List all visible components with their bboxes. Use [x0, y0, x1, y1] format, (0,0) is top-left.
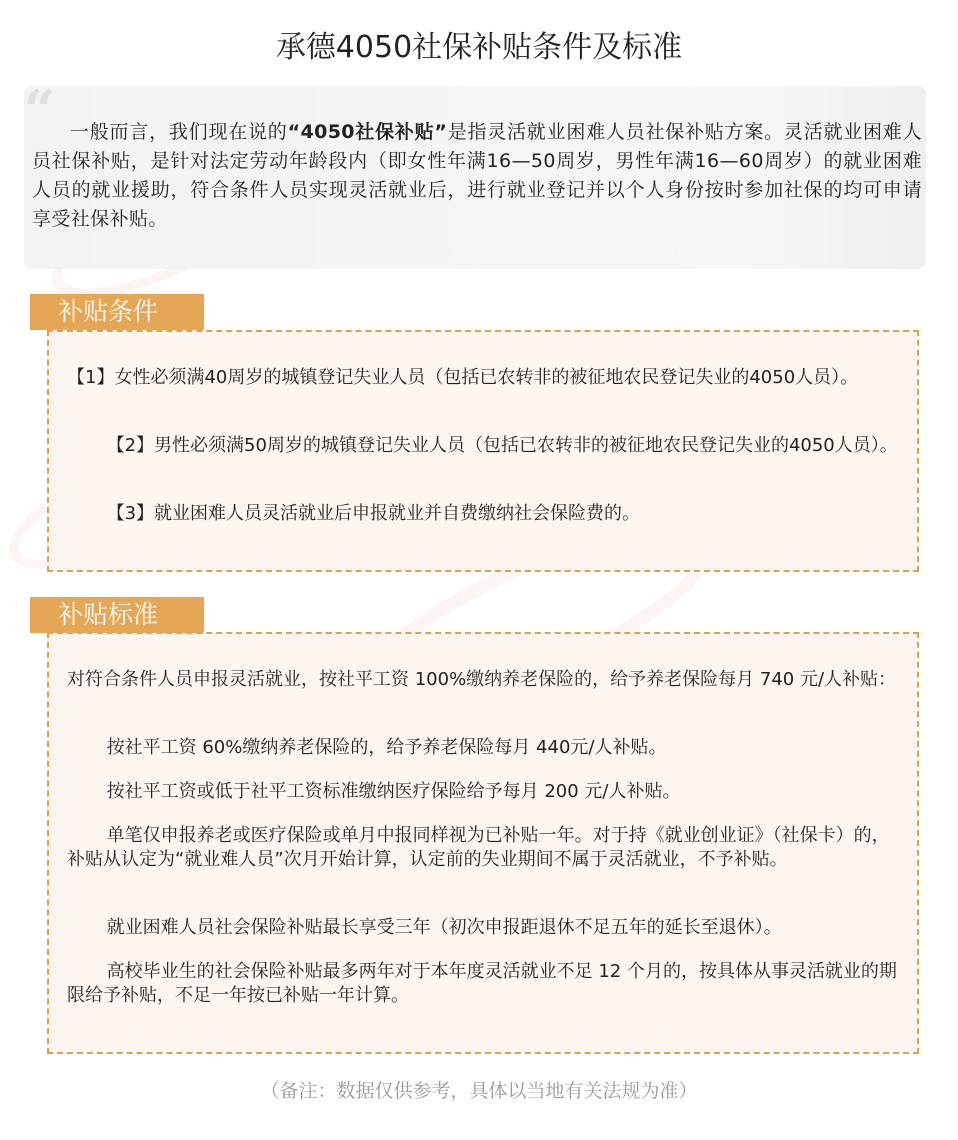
- standard-item: 按社平工资或低于社平工资标准缴纳医疗保险给予每月 200 元/人补贴。: [106, 781, 681, 802]
- condition-item: 【1】女性必须满40周岁的城镇登记失业人员（包括已农转非的被征地农民登记失业的4050人员）。: [67, 367, 859, 388]
- intro-text-after: 是指灵活就业困难人员社保补贴方案。灵活就业困难人员社保补贴，是针对法定劳动年龄段内（即女性年满16—50周岁，男性年满16—60周岁）的就业困难人员的就业援助，符合条件人员实现灵活就业后，进行就业登记并以个人身份按时参加社保的均可申请享受社保补贴。: [32, 121, 922, 230]
- page-title: 承德4050社保补贴条件及标准: [275, 30, 683, 65]
- section-label-standards: 补贴标准: [30, 597, 204, 633]
- conditions-box: [47, 330, 919, 572]
- standard-item: 高校毕业生的社会保险补贴最多两年对于本年度灵活就业不足 12 个月的，按具体从事灵活就业的期限给予补贴，不足一年按已补贴一年计算。: [67, 961, 897, 1006]
- standard-item: 对符合条件人员申报灵活就业，按社平工资 100%缴纳养老保险的，给予养老保险每月 740 元/人补贴：: [67, 669, 897, 690]
- intro-highlight: “4050社保补贴”: [287, 121, 448, 143]
- intro-paragraph: [32, 118, 922, 234]
- quote-icon: “: [24, 78, 56, 142]
- section-label-conditions: 补贴条件: [30, 294, 204, 330]
- intro-text-before: 一般而言，我们现在说的: [70, 121, 288, 143]
- condition-item: 【2】男性必须满50周岁的城镇登记失业人员（包括已农转非的被征地农民登记失业的4050人员）。: [106, 435, 898, 456]
- condition-item: 【3】就业困难人员灵活就业后申报就业并自费缴纳社会保险费的。: [106, 503, 641, 524]
- standard-item: 就业困难人员社会保险补贴最长享受三年（初次申报距退休不足五年的延长至退休）。: [106, 917, 782, 938]
- intro-panel: [24, 78, 926, 269]
- standard-item: 按社平工资 60%缴纳养老保险的，给予养老保险每月 440元/人补贴。: [106, 737, 667, 758]
- footnote: （备注：数据仅供参考，具体以当地有关法规为准）: [260, 1080, 698, 1102]
- standards-box: [47, 632, 919, 1054]
- standard-item: 单笔仅申报养老或医疗保险或单月中报同样视为已补贴一年。对于持《就业创业证》（社保卡）的，补贴从认定为“就业难人员”次月开始计算，认定前的失业期间不属于灵活就业，不予补贴。: [67, 825, 890, 870]
